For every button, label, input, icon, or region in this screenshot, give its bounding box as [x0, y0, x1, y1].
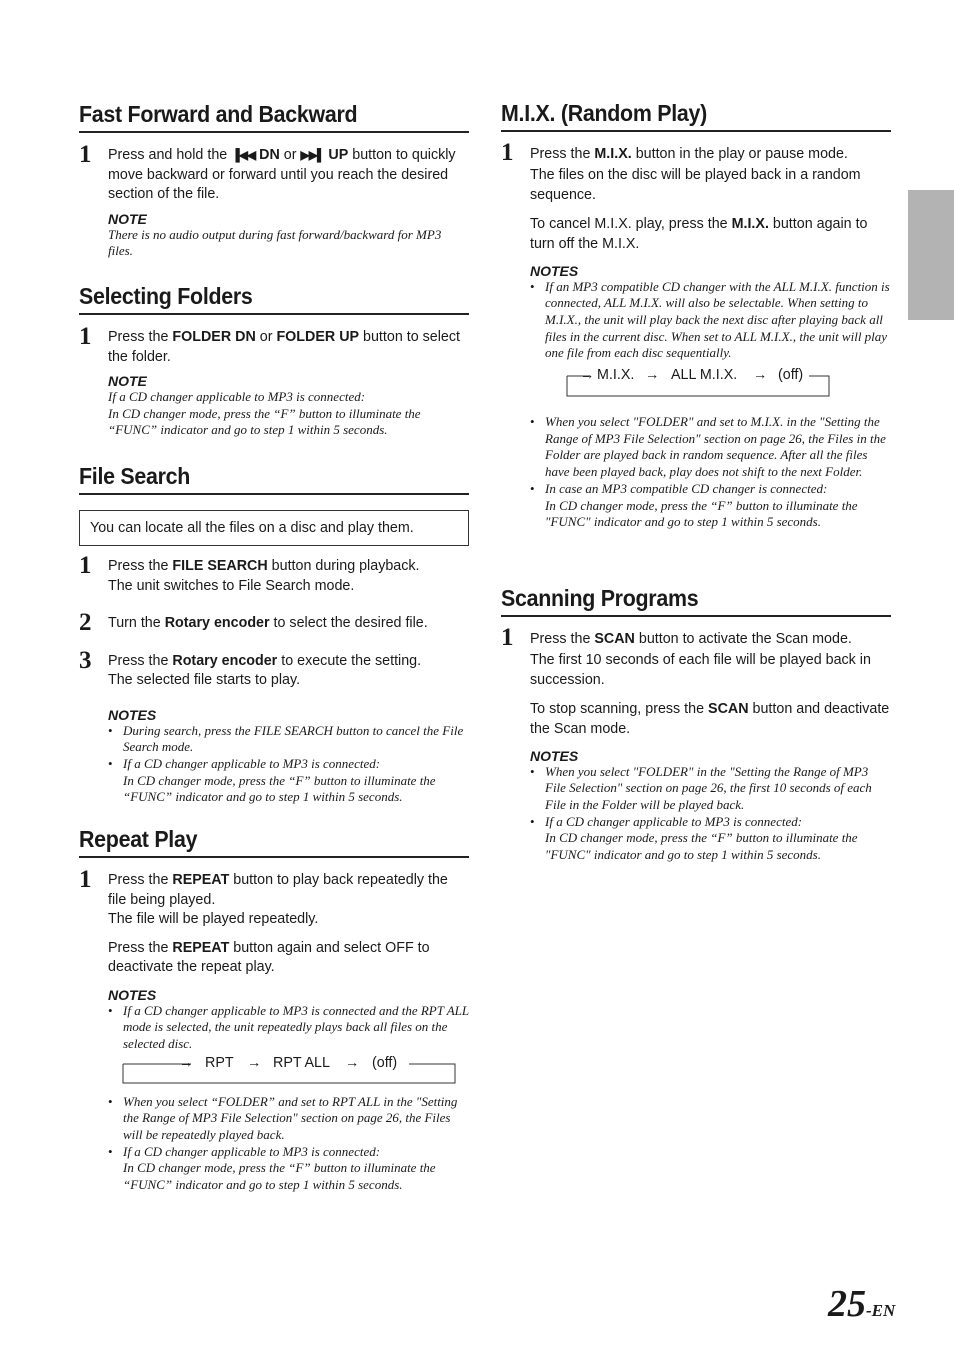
- note-text: If a CD changer applicable to MP3 is connected:: [108, 389, 366, 404]
- paragraph: Press the REPEAT button again and select OFF to deactivate the repeat play.: [108, 939, 430, 975]
- divider: [79, 131, 469, 133]
- flow-step-off: (off): [372, 1054, 398, 1071]
- intro-box: You can locate all the files on a disc and play them.: [79, 510, 469, 546]
- section-file-search: [79, 463, 469, 806]
- note-bullet: • If a CD changer applicable to MP3 is connected: In CD changer mode, press the “F” button to illuminate the “FUNC” indicator and go to step 1 within 5 seconds.: [108, 1143, 436, 1193]
- flow-arrow: →: [345, 1054, 360, 1071]
- note-bullet: • During search, press the FILE SEARCH button to cancel the File Search mode.: [108, 722, 464, 755]
- flow-arrow: →: [645, 367, 660, 384]
- divider: [79, 856, 469, 858]
- step-3: 3 Press the Rotary encoder to execute the setting. The selected file starts to play.: [79, 646, 422, 688]
- section-selecting-folders: [79, 283, 469, 439]
- notes-heading: NOTES: [530, 262, 579, 279]
- flow-step-mix: M.I.X.: [597, 367, 635, 384]
- flow-step-all-mix: ALL M.I.X.: [671, 367, 738, 384]
- note-bullet: • If a CD changer applicable to MP3 is connected: In CD changer mode, press the “F” button to illuminate the "FUNC" indicator and go to step 1 within 5 seconds.: [530, 813, 858, 863]
- chapter-tab: [908, 190, 954, 320]
- step-number: 1: [79, 552, 92, 579]
- section-title: Repeat Play: [79, 826, 198, 852]
- flow-arrow: →: [179, 1054, 194, 1071]
- page-suffix: -EN: [866, 1301, 896, 1320]
- notes-heading: NOTES: [530, 747, 579, 764]
- divider: [79, 493, 469, 495]
- note-bullet: • If a CD changer applicable to MP3 is connected: In CD changer mode, press the “F” button to illuminate the “FUNC” indicator and go to step 1 within 5 seconds.: [108, 755, 436, 805]
- step-1: 1 Press the FOLDER DN or FOLDER UP button to select the folder.: [79, 323, 460, 365]
- step-number: 2: [79, 609, 92, 636]
- flow-arrow: →: [247, 1054, 262, 1071]
- paragraph: To stop scanning, press the SCAN button and deactivate the Scan mode.: [530, 700, 890, 737]
- section-title: Scanning Programs: [501, 585, 699, 611]
- flow-step-rpt-all: RPT ALL: [273, 1054, 330, 1071]
- note-text: In CD changer mode, press the “F” button to illuminate the “FUNC” indicator and go to step 1 within 5 seconds.: [108, 405, 421, 437]
- repeat-flow-diagram: [79, 1056, 469, 1086]
- divider: [79, 313, 469, 315]
- notes-heading: NOTES: [108, 706, 157, 723]
- section-fast-forward: [79, 101, 469, 260]
- skip-forward-icon: ▶▶▌: [300, 148, 325, 162]
- note-heading: NOTE: [108, 210, 147, 227]
- note-bullet: • When you select "FOLDER" and set to M.I.X. in the "Setting the Range of MP3 File Selection" section on page 26, the Files in the Folder are played back in random sequence. After all the files have been played back, play does not shift to the next Folder.: [530, 414, 886, 480]
- flow-arrow: →: [580, 367, 595, 384]
- section-title: M.I.X. (Random Play): [501, 100, 707, 126]
- section-title: Fast Forward and Backward: [79, 101, 358, 127]
- section-scanning-programs: [501, 585, 891, 864]
- flow-step-off: (off): [778, 367, 804, 384]
- step-number: 1: [79, 866, 92, 893]
- note-bullet: • When you select "FOLDER" in the "Setting the Range of MP3 File Selection" section on page 26, the first 10 seconds of each File in the Folder will be played back.: [530, 763, 872, 812]
- step-1: 1 Press the FILE SEARCH button during playback. The unit switches to File Search mode.: [79, 552, 420, 594]
- note-bullet: • If a CD changer applicable to MP3 is connected and the RPT ALL mode is selected, the unit repeatedly plays back all files on the selected disc.: [108, 1002, 469, 1051]
- note-text: There is no audio output during fast forward/backward for MP3 files.: [108, 226, 442, 258]
- step-1: 1 Press the SCAN button to activate the Scan mode. The first 10 seconds of each file will be played back in succession.: [501, 624, 871, 688]
- note-bullet: • If an MP3 compatible CD changer with the ALL M.I.X. function is connected, ALL M.I.X. will also be selectable. When setting to M.I.X., the unit will play back the next disc after playing back all files in the current disc. When set to ALL M.I.X., the unit will play one file from each disc sequentially.: [530, 278, 890, 361]
- step-number: 1: [501, 624, 514, 651]
- step-1: 1 Press and hold the ▐◀◀ DN or ▶▶▌ UP button to quickly move backward or forward until you reach the desired section of the file.: [79, 141, 456, 202]
- section-title: File Search: [79, 463, 191, 489]
- page-number: 25-EN: [828, 1283, 896, 1325]
- flow-arrow: →: [753, 367, 768, 384]
- divider: [501, 130, 891, 132]
- note-bullet: • When you select “FOLDER” and set to RPT ALL in the "Setting the Range of MP3 File Selection" section on page 26, the Files will be repeatedly played back.: [108, 1093, 458, 1143]
- paragraph: To cancel M.I.X. play, press the M.I.X. button again to turn off the M.I.X.: [530, 215, 868, 252]
- section-title: Selecting Folders: [79, 283, 253, 309]
- step-1: 1 Press the M.I.X. button in the play or pause mode. The files on the disc will be played back in a random sequence.: [501, 139, 861, 203]
- step-number: 1: [79, 141, 92, 168]
- step-1: 1 Press the REPEAT button to play back repeatedly the file being played. The file will be played repeatedly.: [79, 866, 448, 927]
- notes-heading: NOTES: [108, 986, 157, 1003]
- note-heading: NOTE: [108, 373, 147, 389]
- note-bullet: • In case an MP3 compatible CD changer is connected: In CD changer mode, press the “F” button to illuminate the "FUNC" indicator and go to step 1 within 5 seconds.: [530, 480, 858, 530]
- divider: [501, 615, 891, 617]
- step-number: 3: [79, 646, 92, 674]
- skip-back-icon: ▐◀◀: [231, 148, 256, 162]
- flow-step-rpt: RPT: [205, 1054, 234, 1071]
- mix-flow-diagram: [501, 366, 891, 406]
- section-repeat-play: [79, 826, 469, 1194]
- step-number: 1: [501, 139, 514, 166]
- step-number: 1: [79, 323, 92, 350]
- section-mix: [501, 100, 891, 531]
- step-2: 2 Turn the Rotary encoder to select the desired file.: [79, 609, 428, 636]
